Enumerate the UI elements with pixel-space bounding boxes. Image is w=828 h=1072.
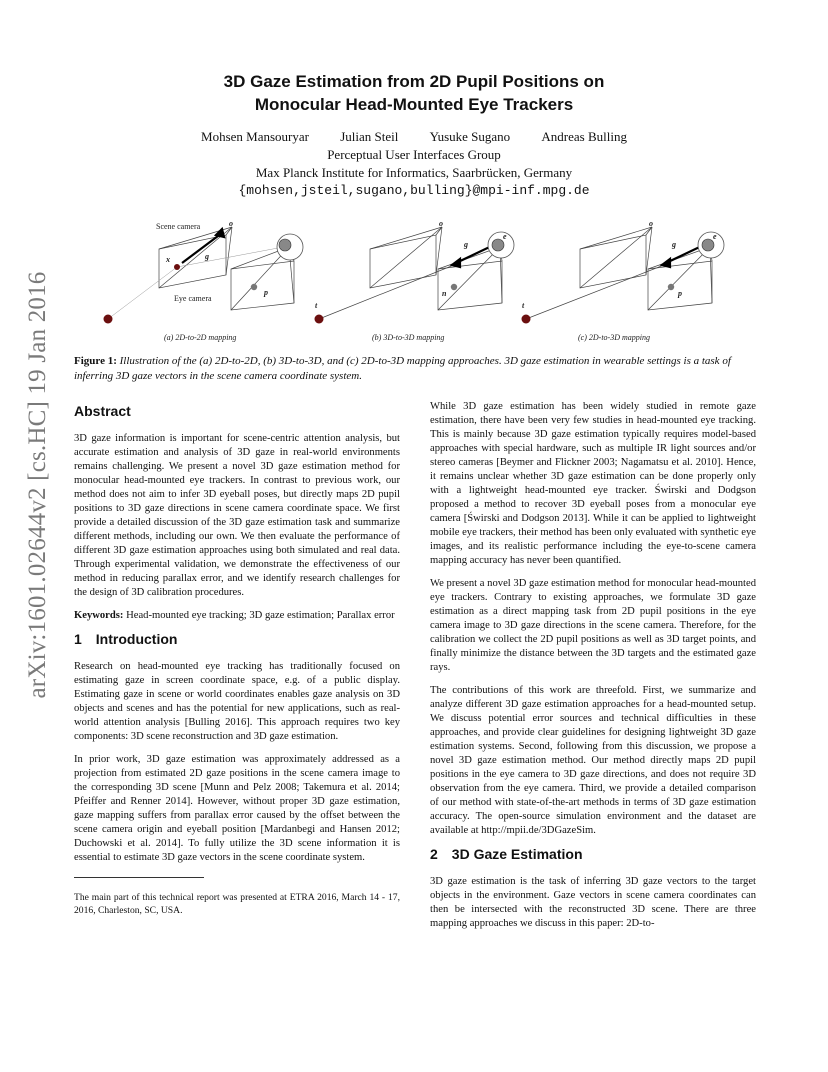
letter-g-a: g	[205, 252, 209, 261]
pupil-a	[279, 239, 291, 251]
figure-caption	[74, 354, 762, 384]
subcaption-c: (c) 2D-to-3D mapping	[578, 333, 650, 342]
section-2-number: 2	[430, 846, 438, 862]
pupil-point-b	[451, 284, 457, 290]
panel-a	[108, 227, 294, 319]
paper-title	[0, 70, 828, 116]
caption-label: Figure 1:	[74, 355, 117, 367]
section-2-title: 3D Gaze Estimation	[451, 846, 583, 862]
letter-o-a: o	[229, 219, 233, 228]
author-emails: {mohsen,jsteil,sugano,bulling}@mpi-inf.mpg.de	[238, 183, 590, 198]
arrowhead-c	[662, 259, 670, 267]
author-3: Yusuke Sugano	[429, 129, 511, 144]
subcaption-a: (a) 2D-to-2D mapping	[164, 333, 237, 342]
intro-number: 1	[74, 631, 82, 647]
pupil-point-c	[668, 284, 674, 290]
abstract-heading: Abstract	[74, 403, 131, 419]
subcaption-b: (b) 3D-to-3D mapping	[372, 333, 445, 342]
panel-b	[319, 227, 502, 319]
author-names	[0, 128, 828, 146]
affiliation-group: Perceptual User Interfaces Group	[327, 147, 501, 162]
eyeballs	[277, 232, 724, 260]
author-block	[0, 128, 828, 200]
keywords-label: Keywords:	[74, 610, 124, 621]
letter-t-c: t	[522, 301, 525, 310]
right-paragraph-2: We present a novel 3D gaze estimation method for monocular head-mounted eye trackers. Contrary to existing approaches, we formulate 3D gaze estimation as a direct mapping task from 2D pupil positions in the eye camera image to 3D gaze directions in the scene camera. Therefore, for the calibration we collect the 2D pupil positions as well as 3D target points, and finally minimize the distance between the 3D targets and the estimated gaze rays.	[430, 578, 756, 673]
letter-x-a: x	[166, 255, 170, 264]
letter-g-c: g	[672, 240, 676, 249]
intro-title: Introduction	[95, 631, 178, 647]
target-b	[315, 315, 324, 324]
target-image-point-a	[174, 264, 180, 270]
arxiv-stamp: arXiv:1601.02644v2 [cs.HC] 19 Jan 2016	[24, 271, 51, 699]
arrowhead-a	[216, 229, 224, 237]
target-a	[104, 315, 113, 324]
intro-paragraph-2: In prior work, 3D gaze estimation was approximately addressed as a projection from estimated 2D gaze positions in the scene camera image to the corresponding 3D scene [Munn and Pelz 2008; Takemura et al. 2014; Pfeiffer and Renner 2014]. However, without proper 3D gaze estimation, gaze mapping suffers from parallax error caused by the offset between the scene camera origin and eyeball position [Mardanbegi and Hansen 2012; Duchowski et al. 2014]. To fully utilize the 3D scene information it is essential to estimate 3D gaze vectors in the scene coordinate system.	[74, 754, 400, 863]
intro-heading	[74, 632, 400, 646]
letter-n-b: n	[442, 289, 447, 298]
arrowhead-b	[452, 259, 460, 267]
pupil-point-a	[251, 284, 257, 290]
right-paragraph-3: The contributions of this work are threefold. First, we summarize and analyze different 3D gaze estimation approaches for a head-mounted setup. We discuss potential error sources and technical difficulties in these approaches, and provide clear guidelines for designing lightweight 3D gaze estimation systems. Second, following from this discussion, we propose a novel 3D gaze estimation method. Our method directly maps 2D pupil positions in the eye camera to 3D gaze directions, and does not require 3D observation from the eye camera. Third, we provide a detailed comparison of our method with state-of-the-art methods in terms of 3D gaze estimation accuracy. The open-source simulation environment and the dataset are available at http://mpii.de/3DGazeSim.	[430, 685, 756, 836]
keywords-text: Head-mounted eye tracking; 3D gaze estimation; Parallax error	[126, 610, 395, 621]
letter-e-b: e	[503, 232, 507, 241]
letter-o-b: o	[439, 219, 443, 228]
gaze-arrow-a	[182, 233, 222, 263]
footnote: The main part of this technical report was presented at ETRA 2016, March 14 - 17, 2016, Charleston, SC, USA.	[74, 892, 400, 916]
target-c	[522, 315, 531, 324]
panel-c	[526, 227, 712, 319]
author-1: Mohsen Mansouryar	[201, 129, 309, 144]
right-column	[430, 400, 756, 940]
letter-o-c: o	[649, 219, 653, 228]
author-4: Andreas Bulling	[541, 129, 627, 144]
section-2-heading	[430, 847, 756, 861]
title-line-2: Monocular Head-Mounted Eye Trackers	[254, 95, 574, 114]
label-scene-camera: Scene camera	[156, 222, 201, 231]
caption-text: Illustration of the (a) 2D-to-2D, (b) 3D-to-3D, and (c) 2D-to-3D mapping approaches. 3D gaze estimation in wearable settings is a task of inferring 3D gaze vectors in the scene camera coordinate system.	[74, 355, 731, 382]
intro-paragraph-1: Research on head-mounted eye tracking has traditionally focused on estimating gaze in screen coordinate space, e.g. of a public display. Estimating gaze in scene or world coordinates enables gaze analysis on 3D objects and scenes and has the potential for new applications, such as real-world attention analysis [Bulling 2016]. This approach requires two key components: 3D scene reconstruction and 3D gaze estimation.	[74, 661, 400, 742]
right-paragraph-1: While 3D gaze estimation has been widely studied in remote gaze estimation, there have been very few studies in head-mounted eye tracking. This is mainly because 3D gaze estimation typically requires model-based approaches with special hardware, such as multiple IR light sources and/or stereo cameras [Beymer and Flickner 2003; Nagamatsu et al. 2010]. Hence, it remains unclear whether 3D gaze estimation can be done properly only with a lightweight head-mounted eye tracker. Świrski and Dodgson proposed a method to recover 3D eyeball poses from a monocular eye camera [Świrski and Dodgson 2013]. While it can be applied to lightweight mobile eye trackers, their method has been only evaluated with synthetic eye images, and its realistic performance including the eye-to-scene camera mapping accuracy has never been quantified.	[430, 401, 756, 566]
title-line-1: 3D Gaze Estimation from 2D Pupil Positions on	[223, 72, 605, 91]
letter-g-b: g	[464, 240, 468, 249]
figure-1	[74, 215, 764, 350]
author-2: Julian Steil	[340, 129, 399, 144]
left-column	[74, 400, 400, 917]
label-eye-camera: Eye camera	[174, 294, 212, 303]
letter-p-a: p	[264, 288, 268, 297]
affiliation-institute: Max Planck Institute for Informatics, Saarbrücken, Germany	[255, 165, 573, 180]
letter-e-c: e	[713, 232, 717, 241]
figure-1-diagram	[74, 215, 764, 350]
footnote-rule	[74, 877, 204, 878]
keywords	[74, 609, 400, 623]
letter-t-b: t	[315, 301, 318, 310]
abstract-text: 3D gaze information is important for scene-centric attention analysis, but accurate estimation and analysis of 3D gaze in real-world environments remains challenging. We present a novel 3D gaze estimation method for monocular head-mounted eye trackers. In contrast to previous work, our method does not aim to infer 3D eyeball poses, but directly maps 2D pupil positions to 3D gaze directions in scene camera coordinate space. We first provide a detailed discussion of the 3D gaze estimation task and summarize different methods, including our own. We then evaluate the performance of different 3D gaze estimation approaches using both simulated and real data. Through experimental validation, we demonstrate the effectiveness of our method in reducing parallax error, and we identify research challenges for the design of 3D calibration procedures.	[74, 433, 400, 598]
letter-p-c: p	[678, 289, 682, 298]
target-points	[104, 264, 531, 324]
section-2-paragraph-1: 3D gaze estimation is the task of inferring 3D gaze vectors to the target objects in the environment. Gaze vectors in scene camera coordinates can then be intersected with the reconstructed 3D scene. There are three mapping approaches we discuss in this paper: 2D-to-	[430, 876, 756, 929]
